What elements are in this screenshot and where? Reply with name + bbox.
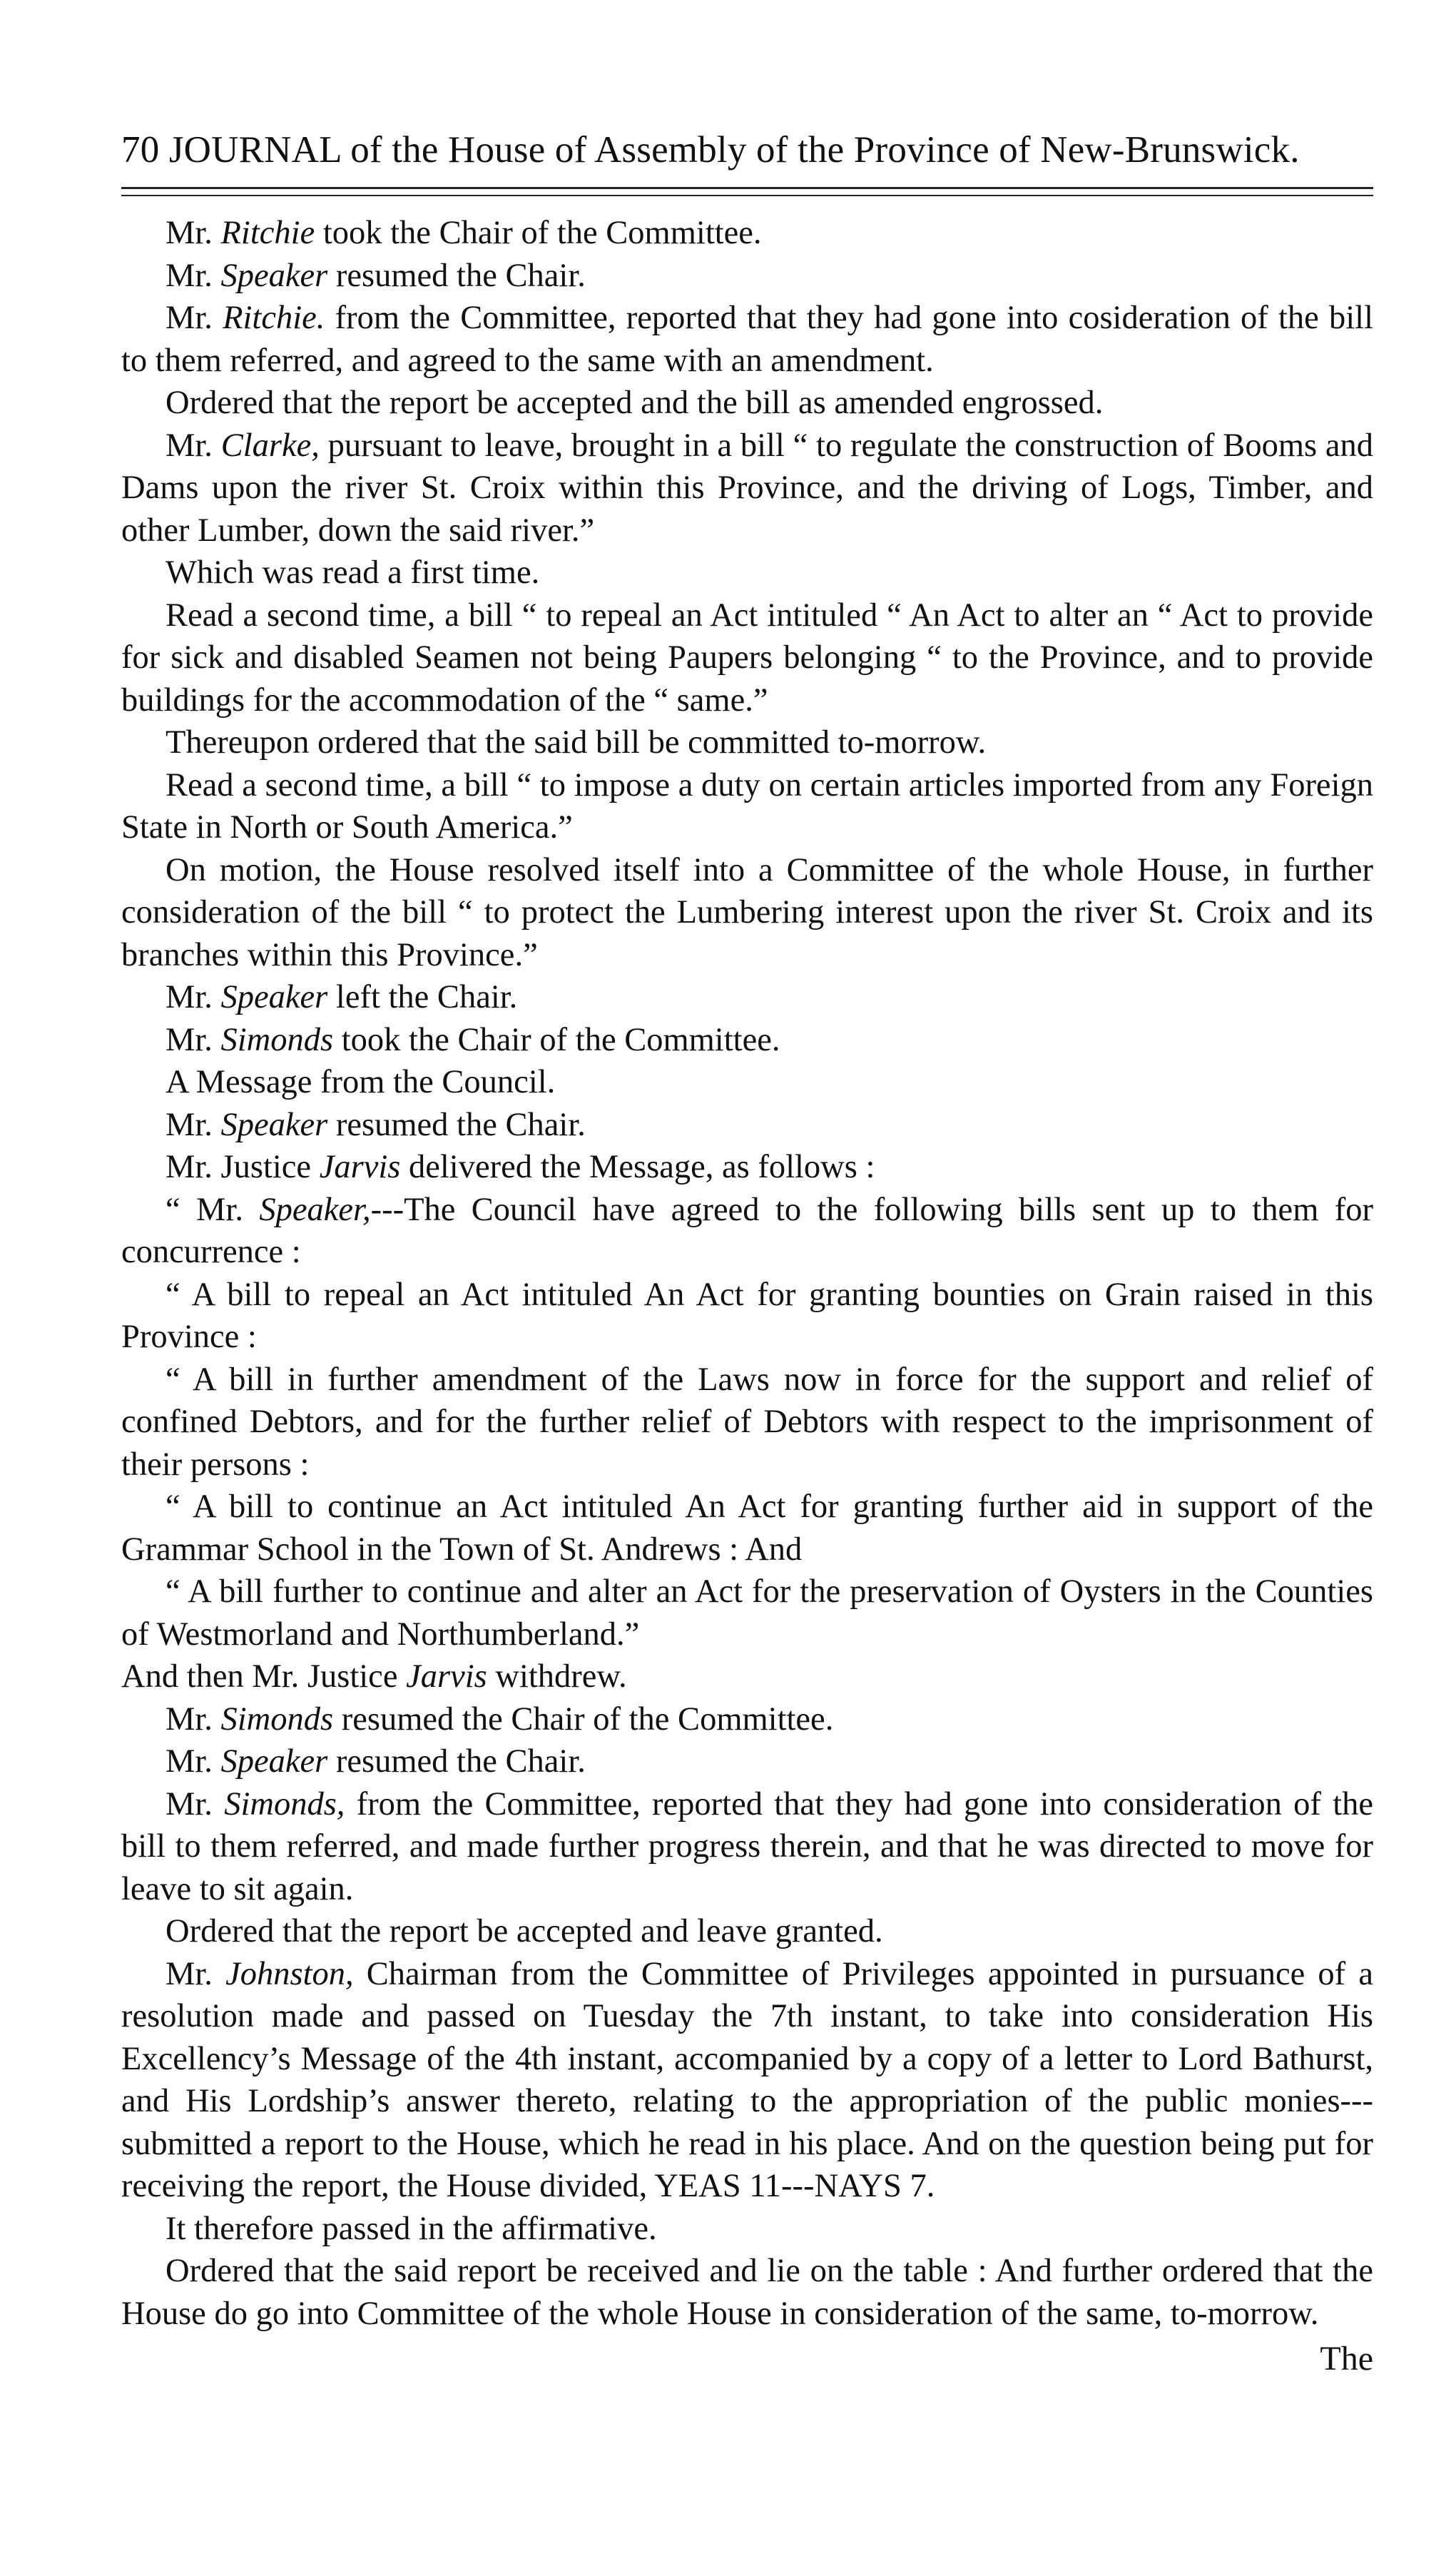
page-title: JOURNAL of the House of Assembly of the Province of New-Brunswick. xyxy=(168,129,1300,171)
text-run: Mr. xyxy=(166,1785,225,1822)
text-run: Ordered that the report be accepted and leave granted. xyxy=(166,1913,883,1949)
text-run: On motion, the House resolved itself into a Committee of the whole House, in further consideration of the bill “ to protect the Lumbering interest upon the river St. Croix and its branches within this Province.” xyxy=(121,851,1373,973)
text-run: Which was read a first time. xyxy=(166,554,540,591)
running-header xyxy=(121,128,1373,171)
journal-body xyxy=(121,212,1373,2335)
text-run: Read a second time, a bill “ to repeal an Act intituled “ An Act to alter an “ Act to provide for sick and disabled Seamen not being Paupers belonging “ to the Province, and to provide buildings for the accommodation of the “ same.” xyxy=(121,597,1373,719)
text-run: Read a second time, a bill “ to impose a duty on certain articles imported from any Foreign State in North or South America.” xyxy=(121,766,1373,846)
journal-entry xyxy=(121,2250,1373,2335)
journal-entry xyxy=(121,297,1373,382)
text-run: Mr. xyxy=(166,215,221,251)
text-run: Mr. xyxy=(166,1021,221,1058)
journal-entry xyxy=(121,425,1373,552)
journal-entry xyxy=(121,1019,1373,1062)
journal-entry xyxy=(121,255,1373,298)
text-run: left the Chair. xyxy=(327,979,518,1015)
text-run: resumed the Chair of the Committee. xyxy=(333,1700,834,1738)
text-run: Mr. xyxy=(166,1743,221,1780)
italic-name: Speaker xyxy=(220,979,328,1015)
journal-entry xyxy=(121,764,1373,849)
text-run: Ordered that the said report be received and lie on the table : And further ordered that the House do go into Committee of the whole House in consideration of the same, to-morrow. xyxy=(121,2253,1373,2332)
journal-entry xyxy=(121,1486,1373,1571)
italic-name: Clarke, xyxy=(220,427,320,464)
text-run: pursuant to leave, brought in a bill “ to regulate the construction of Booms and Dams upon the river St. Croix within this Province, and the driving of Logs, Timber, and other Lumber, down the said river.” xyxy=(121,427,1374,549)
journal-entry xyxy=(121,552,1373,594)
journal-entry xyxy=(121,382,1373,425)
text-run: resumed the Chair. xyxy=(327,1106,586,1143)
journal-entry xyxy=(121,1359,1373,1486)
journal-entry xyxy=(121,1655,1373,1698)
text-run: resumed the Chair. xyxy=(327,1743,586,1780)
text-run: Mr. xyxy=(166,427,221,464)
text-run: took the Chair of the Committee. xyxy=(315,215,762,251)
italic-name: Jarvis xyxy=(319,1149,401,1185)
journal-entry xyxy=(121,1783,1373,1911)
text-run: Mr. Justice xyxy=(166,1149,320,1185)
text-run: “ A bill to repeal an Act intituled An Act for granting bounties on Grain raised in this Province : xyxy=(121,1276,1373,1355)
text-run: Mr. xyxy=(166,300,223,336)
text-run: Mr. xyxy=(166,1700,221,1738)
text-run: from the Committee, reported that they had gone into consideration of the bill to them referred, and made further progress therein, and that he was directed to move for leave to sit again. xyxy=(121,1785,1374,1907)
italic-name: Ritchie. xyxy=(223,300,325,336)
catchword: The xyxy=(1320,2340,1373,2378)
journal-entry xyxy=(121,594,1373,722)
italic-name: Ritchie xyxy=(220,215,315,251)
text-run: delivered the Message, as follows : xyxy=(400,1149,875,1185)
journal-entry xyxy=(121,1274,1373,1359)
text-run: And then Mr. Justice xyxy=(121,1658,407,1695)
text-run: “ Mr. xyxy=(166,1191,260,1228)
text-run: Mr. xyxy=(166,1955,226,1992)
italic-name: Speaker xyxy=(220,1106,328,1143)
journal-entry xyxy=(121,1104,1373,1147)
text-run: resumed the Chair. xyxy=(327,257,586,294)
journal-entry xyxy=(121,1061,1373,1104)
journal-entry xyxy=(121,1189,1373,1274)
text-run: Thereupon ordered that the said bill be committed to-morrow. xyxy=(166,724,987,761)
italic-name: Speaker, xyxy=(259,1191,371,1228)
text-run: “ A bill to continue an Act intituled An Act for granting further aid in support of the Grammar School in the Town of St. Andrews : And xyxy=(121,1489,1373,1568)
text-run: withdrew. xyxy=(487,1658,627,1695)
italic-name: Speaker xyxy=(220,257,328,294)
journal-entry xyxy=(121,212,1373,255)
italic-name: Jarvis xyxy=(406,1658,487,1695)
text-run: Ordered that the report be accepted and the bill as amended engrossed. xyxy=(166,385,1104,421)
journal-entry xyxy=(121,2208,1373,2251)
text-run: It therefore passed in the affirmative. xyxy=(166,2210,657,2247)
journal-entry xyxy=(121,849,1373,977)
journal-page xyxy=(121,128,1373,2378)
journal-entry xyxy=(121,1740,1373,1783)
journal-entry xyxy=(121,1698,1373,1741)
text-run: Mr. xyxy=(166,257,221,294)
journal-entry xyxy=(121,1953,1373,2208)
text-run: A Message from the Council. xyxy=(166,1064,556,1100)
page-number: 70 xyxy=(121,129,160,171)
text-run: “ A bill in further amendment of the Laws now in force for the support and relief of confined Debtors, and for the further relief of Debtors with respect to the imprisonment of their persons : xyxy=(121,1361,1373,1483)
italic-name: Simonds xyxy=(220,1021,334,1058)
journal-entry xyxy=(121,1571,1373,1655)
text-run: “ A bill further to continue and alter an Act for the preservation of Oysters in the Counties of Westmorland and Northumberland.” xyxy=(121,1573,1373,1653)
journal-entry xyxy=(121,721,1373,764)
text-run: from the Committee, reported that they had gone into cosideration of the bill to them referred, and agreed to the same with an amendment. xyxy=(121,300,1374,379)
text-run: Mr. xyxy=(166,1106,221,1143)
italic-name: Simonds, xyxy=(224,1785,345,1822)
text-run: Mr. xyxy=(166,979,221,1015)
header-rule xyxy=(121,187,1373,196)
journal-entry xyxy=(121,1146,1373,1189)
journal-entry xyxy=(121,1910,1373,1953)
text-run: took the Chair of the Committee. xyxy=(333,1021,780,1058)
italic-name: Speaker xyxy=(220,1743,328,1780)
text-run: Chairman from the Committee of Privileges appointed in pursuance of a resolution made and passed on Tuesday the 7th instant, to take into consideration His Excellency’s Message of the 4th instant, accompanied by a copy of a letter to Lord Bathurst, and His Lordship’s answer thereto, relating to the appropriation of the public monies---submitted a report to the House, which he read in his place. And on the question being put for receiving the report, the House divided, YEAS 11---NAYS 7. xyxy=(121,1955,1373,2204)
journal-entry xyxy=(121,976,1373,1019)
italic-name: Simonds xyxy=(220,1700,334,1738)
italic-name: Johnston, xyxy=(225,1955,354,1992)
text-run: ---The Council have agreed to the following bills sent up to them for concurrence : xyxy=(121,1191,1374,1270)
